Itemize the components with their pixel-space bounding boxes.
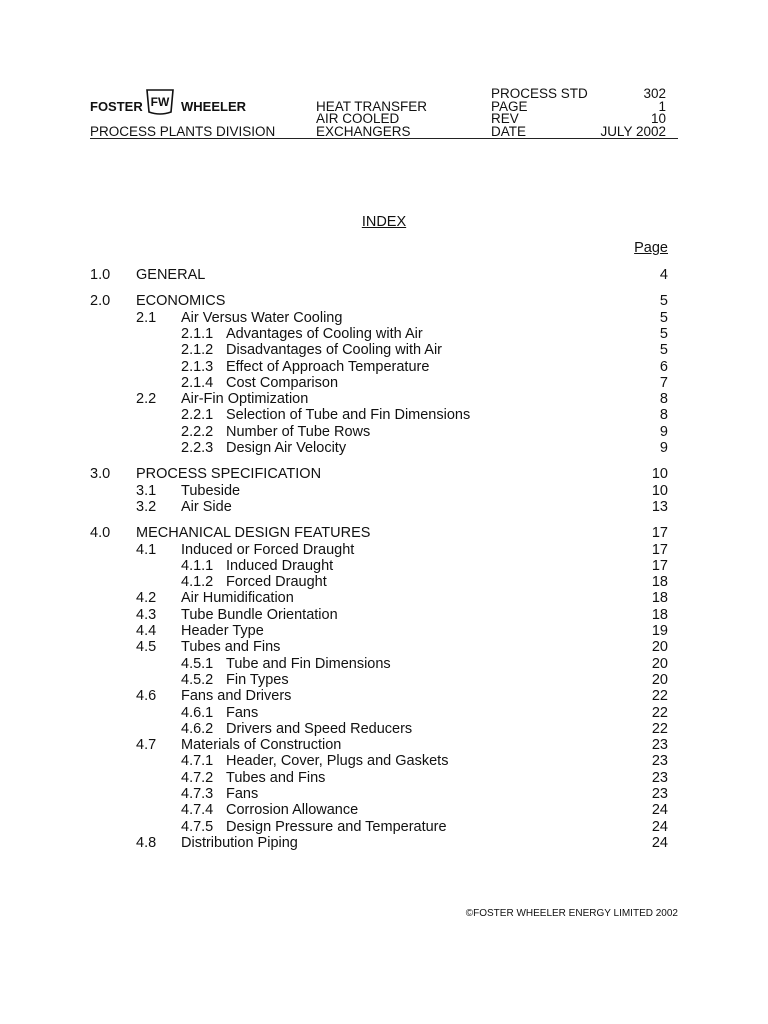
toc-entry bbox=[0, 639, 768, 656]
index-heading: INDEX bbox=[361, 214, 407, 230]
toc-entry-title: Air-Fin Optimization bbox=[181, 391, 309, 408]
toc-entry-page: 22 bbox=[651, 704, 668, 721]
toc-entry-page: 9 bbox=[659, 440, 668, 456]
toc-entry-number: 4.6.1 bbox=[181, 704, 214, 721]
toc-entry-number: 4.7.3 bbox=[181, 786, 214, 802]
toc-entry-page: 20 bbox=[651, 655, 668, 672]
toc-entry bbox=[0, 326, 768, 343]
toc-entry-title: Forced Draught bbox=[226, 574, 327, 591]
company-name-right: WHEELER bbox=[181, 99, 246, 114]
toc-entry-title: Induced or Forced Draught bbox=[181, 541, 355, 558]
subject-line-3: EXCHANGERS bbox=[316, 124, 411, 139]
toc-entry-page: 22 bbox=[651, 720, 668, 737]
toc-entry-number: 2.2.1 bbox=[181, 407, 214, 424]
toc-entry-number: 2.1 bbox=[136, 309, 157, 326]
toc-entry-number: 4.5 bbox=[136, 639, 157, 656]
toc-entry bbox=[0, 375, 768, 392]
toc-entry-number: 4.7.4 bbox=[181, 802, 214, 819]
toc-entry-page: 7 bbox=[659, 374, 668, 391]
toc-entry-title: Tubeside bbox=[181, 482, 241, 499]
toc-entry-number: 3.2 bbox=[136, 498, 157, 515]
toc-entry-title: Air Humidification bbox=[181, 590, 294, 607]
toc-entry bbox=[0, 359, 768, 376]
toc-entry-number: 3.0 bbox=[90, 466, 111, 483]
toc-entry-number: 4.2 bbox=[136, 590, 157, 607]
toc-entry-number: 4.1 bbox=[136, 541, 157, 558]
toc-entry-title: Tube Bundle Orientation bbox=[181, 606, 338, 623]
toc-entry-title: Corrosion Allowance bbox=[226, 802, 359, 819]
toc-entry bbox=[0, 753, 768, 770]
subject-line-1: HEAT TRANSFER bbox=[316, 99, 428, 114]
toc-entry-page: 23 bbox=[651, 769, 668, 786]
toc-entry-number: 2.1.3 bbox=[181, 358, 214, 375]
toc-entry-page: 8 bbox=[659, 391, 668, 408]
field-label-date: DATE bbox=[491, 124, 527, 139]
toc-entry bbox=[0, 424, 768, 441]
toc-entry-number: 4.7.1 bbox=[181, 753, 214, 770]
toc-entry-title: Air Side bbox=[181, 498, 232, 515]
toc-entry bbox=[0, 623, 768, 640]
toc-entry-title: Drivers and Speed Reducers bbox=[226, 720, 413, 737]
toc-entry-number: 2.2.3 bbox=[181, 440, 214, 456]
toc-entry-title: MECHANICAL DESIGN FEATURES bbox=[136, 525, 371, 542]
toc-entry-page: 10 bbox=[651, 466, 668, 483]
field-label-process-std: PROCESS STD bbox=[491, 86, 588, 101]
toc-entry-page: 17 bbox=[651, 541, 668, 558]
toc-entry-number: 2.2 bbox=[136, 391, 157, 408]
field-value-process-std: 302 bbox=[643, 86, 666, 101]
toc-entry-number: 3.1 bbox=[136, 482, 157, 499]
toc-entry-page: 5 bbox=[659, 293, 668, 310]
toc-entry-page: 20 bbox=[651, 639, 668, 656]
toc-entry-page: 24 bbox=[651, 818, 668, 835]
toc-entry-title: Fans and Drivers bbox=[181, 688, 292, 705]
toc-entry-title: Distribution Piping bbox=[181, 834, 298, 851]
toc-entry-number: 4.7 bbox=[136, 737, 157, 754]
toc-entry-title: Tubes and Fins bbox=[181, 639, 281, 656]
toc-entry-number: 2.1.2 bbox=[181, 342, 214, 359]
toc-entry-page: 5 bbox=[659, 325, 668, 342]
toc-entry bbox=[0, 499, 768, 516]
subject-line-2: AIR COOLED bbox=[316, 111, 400, 126]
toc-entry-title: Tube and Fin Dimensions bbox=[226, 655, 391, 672]
toc-entry-page: 19 bbox=[651, 623, 668, 639]
page-column-heading: Page bbox=[634, 240, 668, 256]
toc-entry bbox=[0, 835, 768, 852]
toc-entry-page: 23 bbox=[651, 753, 668, 770]
toc-entry-title: Fin Types bbox=[226, 671, 289, 688]
toc-entry bbox=[0, 819, 768, 836]
toc-entry-title: PROCESS SPECIFICATION bbox=[136, 466, 322, 483]
toc-entry-title: Fans bbox=[226, 704, 259, 721]
toc-entry bbox=[0, 705, 768, 722]
toc-entry bbox=[0, 466, 768, 483]
toc-entry bbox=[0, 770, 768, 787]
field-value-page: 1 bbox=[658, 99, 666, 114]
toc-entry-title: Header, Cover, Plugs and Gaskets bbox=[226, 753, 449, 770]
toc-entry-number: 4.1.2 bbox=[181, 574, 214, 591]
toc-entry-title: Design Pressure and Temperature bbox=[226, 818, 447, 835]
toc-entry-title: Header Type bbox=[181, 623, 264, 639]
toc-entry-title: Fans bbox=[226, 786, 259, 802]
toc-entry-number: 1.0 bbox=[90, 267, 111, 283]
toc-entry-number: 4.6.2 bbox=[181, 720, 214, 737]
division-name: PROCESS PLANTS DIVISION bbox=[90, 124, 276, 139]
toc-entry-title: Design Air Velocity bbox=[226, 440, 347, 456]
toc-entry-number: 2.2.2 bbox=[181, 423, 214, 440]
field-value-rev: 10 bbox=[650, 111, 666, 126]
header-divider bbox=[90, 138, 678, 139]
company-name-left: FOSTER bbox=[90, 99, 143, 114]
toc-entry bbox=[0, 786, 768, 803]
toc-entry-title: Selection of Tube and Fin Dimensions bbox=[226, 407, 471, 424]
toc-entry bbox=[0, 407, 768, 424]
toc-entry bbox=[0, 802, 768, 819]
toc-entry-page: 17 bbox=[651, 525, 668, 542]
toc-entry-number: 4.3 bbox=[136, 606, 157, 623]
toc-entry-page: 18 bbox=[651, 590, 668, 607]
toc-entry bbox=[0, 440, 768, 457]
toc-entry-number: 2.1.1 bbox=[181, 325, 214, 342]
toc-entry bbox=[0, 607, 768, 624]
toc-entry-page: 18 bbox=[651, 606, 668, 623]
toc-entry-page: 23 bbox=[651, 737, 668, 754]
toc-entry-number: 4.0 bbox=[90, 525, 111, 542]
toc-entry bbox=[0, 574, 768, 591]
toc-entry-page: 22 bbox=[651, 688, 668, 705]
toc-entry-title: Disadvantages of Cooling with Air bbox=[226, 342, 443, 359]
toc-entry-title: Materials of Construction bbox=[181, 737, 342, 754]
toc-entry-page: 20 bbox=[651, 671, 668, 688]
toc-entry-number: 2.1.4 bbox=[181, 374, 214, 391]
toc-entry bbox=[0, 391, 768, 408]
toc-entry-page: 10 bbox=[651, 482, 668, 499]
toc-entry-page: 5 bbox=[659, 309, 668, 326]
toc-entry-title: Number of Tube Rows bbox=[226, 423, 371, 440]
toc-entry-page: 4 bbox=[659, 267, 668, 283]
toc-entry-title: Cost Comparison bbox=[226, 374, 339, 391]
toc-entry-page: 9 bbox=[659, 423, 668, 440]
toc-entry bbox=[0, 737, 768, 754]
toc-entry-number: 4.5.2 bbox=[181, 671, 214, 688]
toc-entry-number: 4.8 bbox=[136, 834, 157, 851]
toc-entry-page: 13 bbox=[651, 498, 668, 515]
toc-entry-page: 24 bbox=[651, 802, 668, 819]
toc-entry bbox=[0, 525, 768, 542]
toc-entry bbox=[0, 688, 768, 705]
field-label-rev: REV bbox=[491, 111, 519, 126]
toc-entry-number: 4.7.2 bbox=[181, 769, 214, 786]
toc-entry-page: 18 bbox=[651, 574, 668, 591]
toc-entry bbox=[0, 483, 768, 500]
toc-entry-number: 2.0 bbox=[90, 293, 111, 310]
toc-entry bbox=[0, 721, 768, 738]
toc-entry-number: 4.7.5 bbox=[181, 818, 214, 835]
toc-entry-page: 24 bbox=[651, 834, 668, 851]
toc-entry-page: 23 bbox=[651, 786, 668, 802]
toc-entry bbox=[0, 293, 768, 310]
toc-entry bbox=[0, 342, 768, 359]
toc-entry-title: Air Versus Water Cooling bbox=[181, 309, 343, 326]
toc-entry-title: Advantages of Cooling with Air bbox=[226, 325, 423, 342]
document-header bbox=[90, 84, 678, 140]
toc-entry-number: 4.4 bbox=[136, 623, 157, 639]
toc-entry bbox=[0, 672, 768, 689]
field-value-date: JULY 2002 bbox=[600, 124, 666, 139]
toc-entry-page: 17 bbox=[651, 557, 668, 574]
toc-entry-page: 5 bbox=[659, 342, 668, 359]
field-label-page: PAGE bbox=[491, 99, 528, 114]
toc-entry-title: Effect of Approach Temperature bbox=[226, 358, 430, 375]
copyright-footer: ©FOSTER WHEELER ENERGY LIMITED 2002 bbox=[465, 908, 678, 919]
toc-entry bbox=[0, 558, 768, 575]
toc-entry bbox=[0, 590, 768, 607]
company-logo bbox=[145, 88, 173, 116]
logo-letters: FW bbox=[150, 95, 170, 109]
toc-entry-title: Tubes and Fins bbox=[226, 769, 326, 786]
toc-entry-number: 4.6 bbox=[136, 688, 157, 705]
toc-entry-number: 4.1.1 bbox=[181, 557, 214, 574]
toc-entry-title: ECONOMICS bbox=[136, 293, 226, 310]
toc-entry-title: Induced Draught bbox=[226, 557, 334, 574]
toc-entry-number: 4.5.1 bbox=[181, 655, 214, 672]
toc-entry bbox=[0, 310, 768, 327]
toc-entry-page: 8 bbox=[659, 407, 668, 424]
toc-entry bbox=[0, 267, 768, 284]
toc-entry bbox=[0, 542, 768, 559]
toc-entry bbox=[0, 656, 768, 673]
toc-entry-title: GENERAL bbox=[136, 267, 206, 283]
toc-entry-page: 6 bbox=[659, 358, 668, 375]
